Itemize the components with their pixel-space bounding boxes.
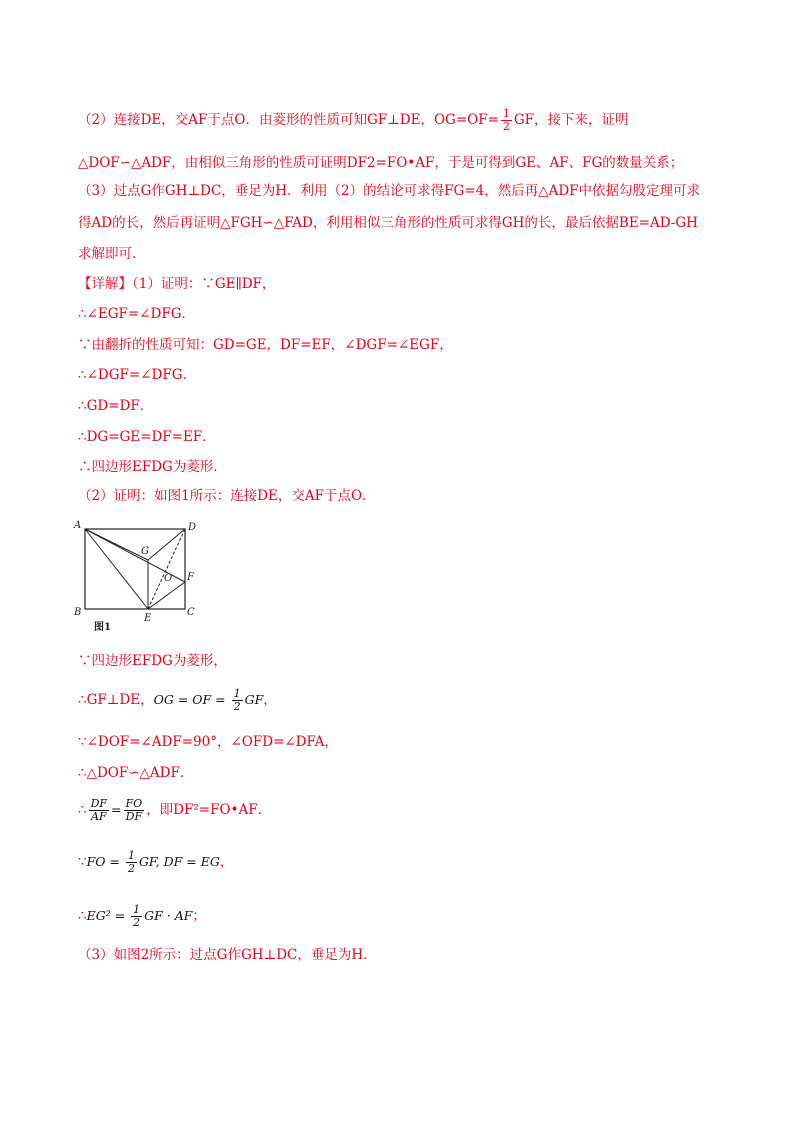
label-f: F	[187, 572, 194, 583]
text-line-21: （3）如图2所示：过点G作GH⊥DC，垂足为H．	[78, 947, 377, 963]
label-c: C	[187, 607, 195, 618]
text-line-3: （3）过点G作GH⊥DC，垂足为H．利用（2）的结论可求得FG=4，然后再△ADF中依据勾股定理可求	[78, 183, 701, 199]
label-e: E	[144, 613, 152, 624]
segment-gd	[148, 529, 185, 560]
text-line-6: 【详解】（1）证明：∵GE∥DF，	[78, 276, 276, 292]
text-line-20: ∴EG² = $\frac{1}{2}$ GF · AF；	[78, 903, 206, 929]
fraction-half: $\frac{1}{2}$	[127, 849, 135, 875]
text-line-1: （2）连接DE，交AF于点O．由菱形的性质可知GF⊥DE，OG=OF= $\frac{1}{2}$ GF，接下来，证明	[78, 107, 629, 133]
text-line-19: ∵FO = $\frac{1}{2}$ GF, DF = EG，	[78, 849, 234, 875]
text-line-15: ∴GF⊥DE，OG = OF = $\frac{1}{2}$ GF，	[78, 687, 277, 713]
fraction-fo-df: $\frac{FO}{DF}$	[125, 797, 143, 823]
fraction-half: $\frac{1}{2}$	[233, 687, 241, 713]
text-line-8: ∵由翻折的性质可知：GD=GE，DF=EF，∠DGF=∠EGF，	[78, 337, 453, 353]
figure-1-diagram	[70, 518, 210, 638]
text-line-7: ∴∠EGF=∠DFG．	[78, 306, 196, 322]
text-line-16: ∵∠DOF=∠ADF=90°，∠OFD=∠DFA，	[78, 734, 338, 750]
segment-de-dashed	[148, 529, 185, 609]
fraction-df-af: $\frac{DF}{AF}$	[90, 797, 108, 823]
text-line-10: ∴GD=DF．	[78, 398, 154, 414]
text-line-2: △DOF∽△ADF，由相似三角形的性质可证明DF2=FO•AF，于是可得到GE、AF、FG的数量关系；	[78, 155, 684, 171]
detail-tag: 【详解】	[78, 276, 132, 292]
text-line-13: （2）证明：如图1所示：连接DE，交AF于点O．	[78, 488, 376, 504]
label-a: A	[74, 520, 82, 531]
text-line-4: 得AD的长，然后再证明△FGH∽△FAD，利用相似三角形的性质可求得GH的长，最后依据BE=AD-GH	[78, 215, 698, 231]
text-line-5: 求解即可．	[78, 246, 146, 262]
label-b: B	[74, 607, 82, 618]
figure-1-caption: 图1	[94, 622, 111, 633]
label-d: D	[188, 522, 197, 533]
text-line-12: ∴四边形EFDG为菱形．	[78, 459, 227, 475]
text-line-14: ∵四边形EFDG为菱形，	[78, 653, 227, 669]
segment-ae	[85, 529, 148, 609]
label-g: G	[141, 546, 149, 557]
text-line-17: ∴△DOF∽△ADF．	[78, 765, 194, 781]
segment-ef	[148, 582, 185, 609]
text-line-18: ∴ $\frac{DF}{AF}$ = $\frac{FO}{DF}$ ，即DF²=FO•AF．	[78, 797, 272, 823]
text-line-9: ∴∠DGF=∠DFG．	[78, 367, 196, 383]
fraction-half: $\frac{1}{2}$	[502, 107, 510, 133]
fraction-half: $\frac{1}{2}$	[133, 903, 141, 929]
label-o: O	[164, 573, 173, 584]
text-line-11: ∴DG=GE=DF=EF．	[78, 429, 216, 445]
